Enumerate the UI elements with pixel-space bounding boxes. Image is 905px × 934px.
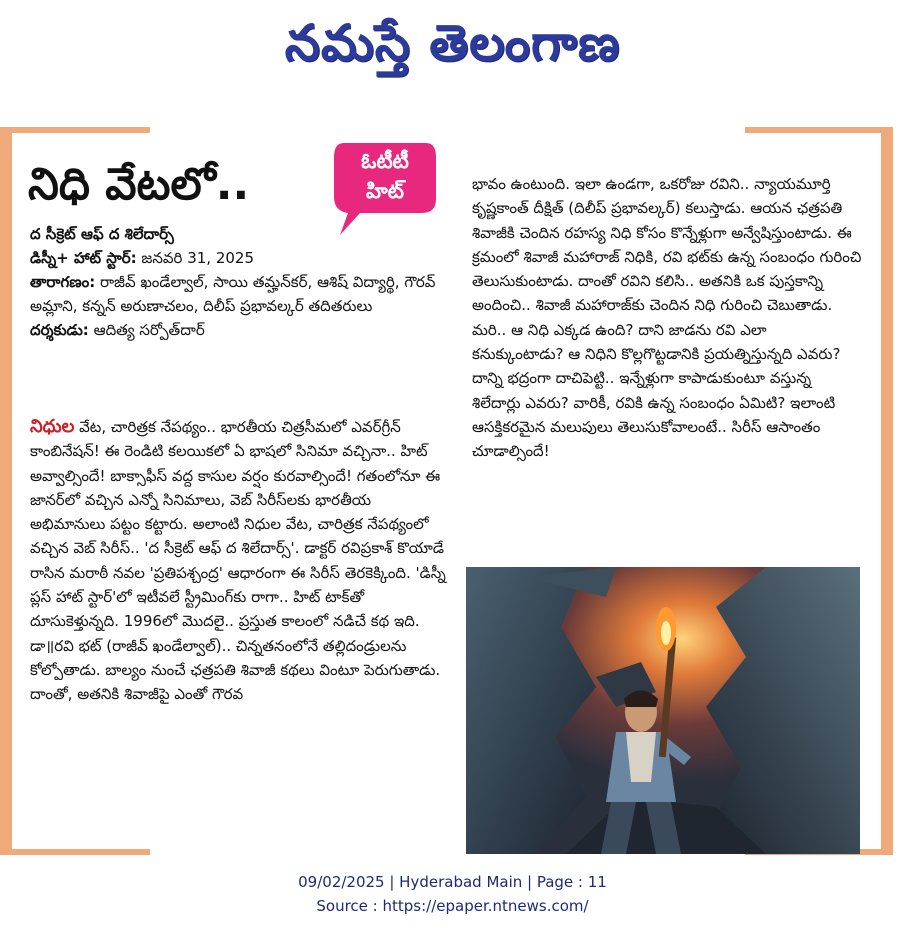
frame-right xyxy=(881,127,893,855)
frame-bottom-left xyxy=(0,849,150,855)
headline: నిధి వేటలో.. xyxy=(28,159,250,210)
director-line xyxy=(30,318,450,342)
body-column-right: భావం ఉంటుంది. ఇలా ఉండగా, ఒకరోజు రవిని.. న్యాయమూర్తి కృష్ణకాంత్ దీక్షిత్ (దిలీప్ ప్రభావల్కర్) కలుస్తాడు. ఆయన ఛత్రపతి శివాజీకి చెందిన రహస్య నిధి కోసం కొన్నేళ్లుగా అన్వేషిస్తుంటాడు. ఈ క్రమంలో శివాజీ మహారాజ్ నిధికి, రవి భట్‌కు ఉన్న సంబంధం గురించి తెలుసుకుంటాడు. దాంతో రవిని కలిసి.. అతనికి ఒక పుస్తకాన్ని అందించి.. శివాజీ మహారాజ్‌కు చెందిన నిధి గురించి చెబుతాడు. మరి.. ఆ నిధి ఎక్కడ ఉంది? దాని జాడను రవి ఎలా కనుక్కుంటాడు? ఆ నిధిని కొల్లగొట్టడానికి ప్రయత్నిస్తున్నది ఎవరు? దాన్ని భద్రంగా దాచిపెట్టి.. ఇన్నేళ్లుగా కాపాడుకుంటూ వస్తున్న శిలేదార్లు ఎవరు? వారికీ, రవికి ఉన్న సంబంధం ఏమిటి? ఇలాంటి ఆసక్తికరమైన మలుపులు తెలుసుకోవాలంటే.. సిరీస్ ఆసాంతం చూడాల్సిందే! xyxy=(472,175,862,461)
cast-label: తారాగణం: xyxy=(30,273,96,291)
frame-top-left xyxy=(0,127,150,133)
frame-top-right xyxy=(745,127,893,133)
director-name: ఆదిత్య సర్పోత్‌దార్ xyxy=(93,321,205,339)
article-meta xyxy=(30,222,450,342)
platform-date: జనవరి 31, 2025 xyxy=(141,249,255,267)
series-title: ద సీక్రెట్ ఆఫ్ ద శిలేదార్స్ xyxy=(30,225,174,243)
ott-hit-badge xyxy=(330,135,440,235)
platform-label: డిస్నీ+ హాట్ స్టార్: xyxy=(30,249,137,267)
body-column-left xyxy=(30,415,448,707)
frame-left xyxy=(0,127,12,855)
platform-line xyxy=(30,246,450,270)
lead-word: నిధుల xyxy=(30,416,75,437)
director-label: దర్శకుడు: xyxy=(30,321,89,339)
page-footer xyxy=(0,870,905,918)
cast-line xyxy=(30,270,450,318)
badge-line-hit: హిట్ xyxy=(366,179,404,203)
newspaper-logo: నమస్తే తెలంగాణ xyxy=(284,14,621,72)
badge-line-ott: ఓటీటీ xyxy=(361,149,409,173)
cast-list: రాజీవ్ ఖండేల్వాల్, సాయి తమ్హన్‌కర్, ఆశిష్ విద్యార్థి, గౌరవ్ అమ్లాని, కన్నన్ అరుణాచలం, దిలీప్ ప్రభావల్కర్ తదితరులు xyxy=(30,273,436,315)
source-label: Source : xyxy=(316,897,383,915)
source-line xyxy=(0,894,905,918)
body-text-left: వేట, చారిత్రక నేపథ్యం.. భారతీయ చిత్రసీమలో ఎవర్‌గ్రీన్ కాంబినేషన్! ఈ రెండిటి కలయికలో ఏ భాషలో సినిమా వచ్చినా.. హిట్ అవ్వాల్సిందే! బాక్సాఫీస్ వద్ద కాసుల వర్షం కురవాల్సిందే! గతంలోనూ ఈ జానర్‌లో వచ్చిన ఎన్నో సినిమాలు, వెబ్ సిరీస్‌లకు భారతీయ అభిమానులు పట్టం కట్టారు. అలాంటి నిధుల వేట, చారిత్రక నేపథ్యంలో వచ్చిన వెబ్ సిరీస్.. 'ద సీక్రెట్ ఆఫ్ ద శిలేదార్స్'. డాక్టర్ రవిప్రకాశ్ కొయాడే రాసిన మరాఠీ నవల 'ప్రతిపశ్చంద్ర' ఆధారంగా ఈ సిరీస్ తెరకెక్కింది. 'డిస్నీ ప్లస్ హాట్ స్టార్'లో ఇటీవలే స్ట్రీమింగ్‌కు రాగా.. హిట్ టాక్‌తో దూసుకెళ్తున్నది. 1996లో మొదలై.. ప్రస్తుత కాలంలో నడిచే కథ ఇది. డా॥రవి భట్ (రాజీవ్ ఖండేల్వాల్).. చిన్నతనంలోనే తల్లిదండ్రులను కోల్పోతాడు. బాల్యం నుంచే ఛత్రపతి శివాజీ కథలు వింటూ పెరుగుతాడు. దాంతో, అతనికి శివాజీపై ఎంతో గౌరవ xyxy=(30,418,446,704)
edition-info: 09/02/2025 | Hyderabad Main | Page : 11 xyxy=(298,873,607,891)
source-link[interactable]: https://epaper.ntnews.com/ xyxy=(382,897,589,915)
series-still-photo xyxy=(466,567,860,854)
cave-torch-scene-image xyxy=(466,567,860,854)
